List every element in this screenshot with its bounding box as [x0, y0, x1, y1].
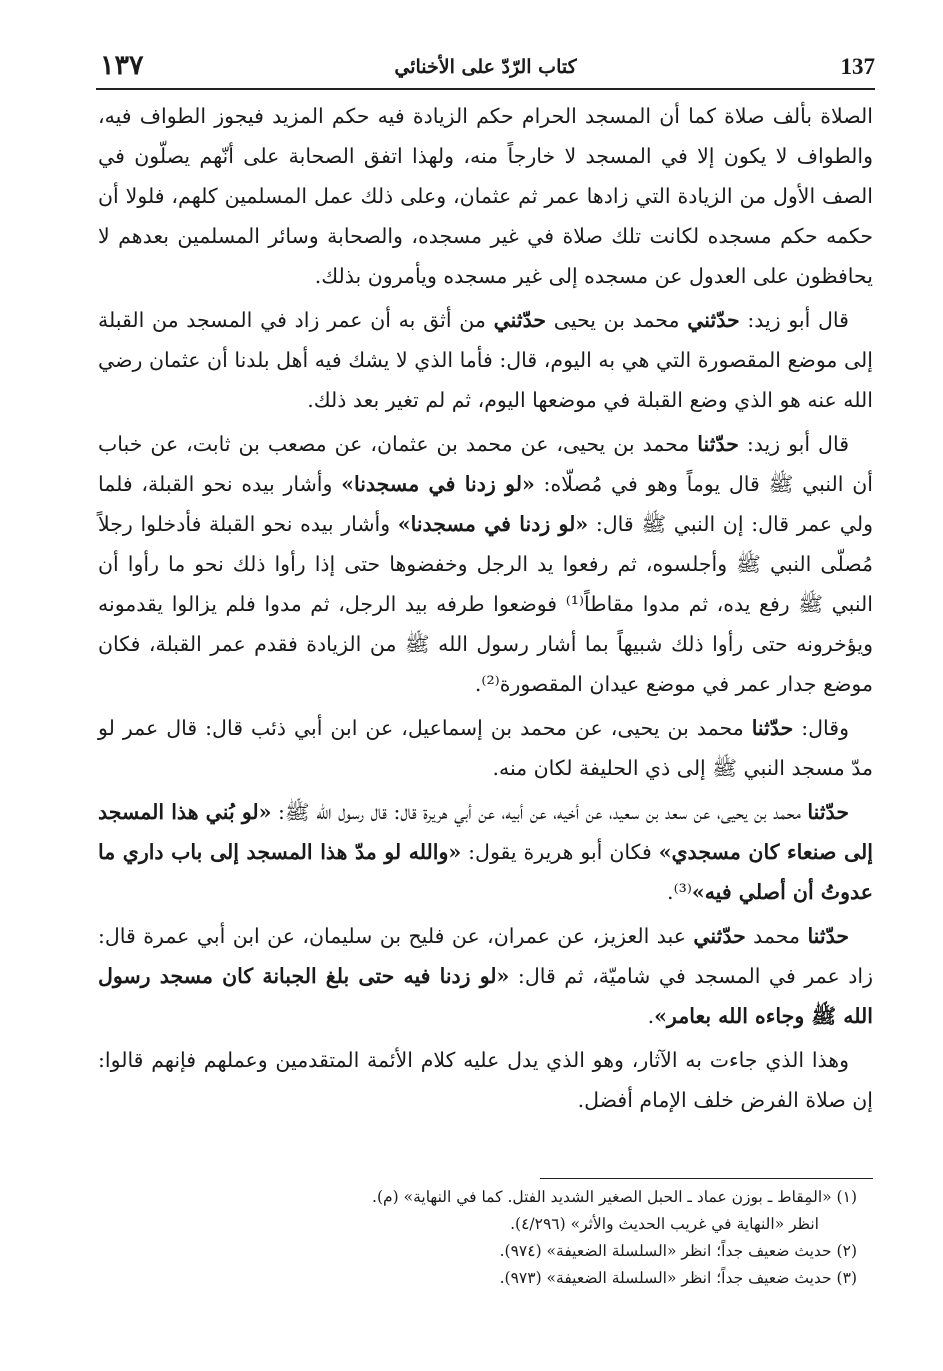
bold-text: «لو زدنا في مسجدنا» [341, 472, 535, 496]
bold-text: «لو زدنا فيه حتى بلغ الجبانة كان مسجد رسول الله ﷺ وجاءه الله بعامر» [98, 964, 873, 1028]
footnote: (١) «المِقاط ـ بوزن عماد ـ الحبل الصغير الشديد الفتل. كما في النهاية» (م). [372, 1188, 857, 1206]
bold-text: «والله لو مدّ هذا المسجد إلى باب داري ما عدوتُ أن أصلي فيه» [98, 840, 873, 904]
paragraph [98, 300, 873, 420]
paragraph [98, 96, 873, 296]
text-segment: . [647, 1004, 655, 1028]
bold-text: «لو بُني هذا المسجد إلى صنعاء كان مسجدي» [98, 800, 873, 864]
text-segment: قال أبو زيد: [739, 308, 849, 332]
footnote: (٣) حديث ضعيف جداً؛ انظر «السلسلة الضعيفة» (٩٧٣). [499, 1269, 857, 1287]
text-segment: عبد العزيز، عن عمران، عن فليح بن سليمان، عن ابن أبي عمرة قال: زاد عمر في المسجد في شاميّة، ثم قال: [98, 924, 873, 988]
text-segment: وأشار بيده نحو القبلة، فلما ولي عمر قال: إن النبي ﷺ قال: [98, 472, 873, 536]
footnotes [98, 1184, 857, 1292]
bold-text: حدّثنا [807, 800, 849, 824]
text-segment: قال أبو زيد: [738, 432, 849, 456]
header-divider [96, 88, 875, 90]
footnote: (٢) حديث ضعيف جداً؛ انظر «السلسلة الضعيفة» (٩٧٤). [499, 1242, 857, 1260]
paragraph [98, 424, 873, 704]
text-segment: الصلاة بألف صلاة كما أن المسجد الحرام حكم الزيادة فيه حكم المزيد فيجوز الطواف فيه، والطواف لا يكون إلا في المسجد لا خارجاً منه، ولهذا اتفق الصحابة على أنّهم يصلّون في الصف الأول من الزيادة التي زادها عمر ثم عثمان، وعلى ذلك عمل المسلمين كلهم، فلولا أن حكمه حكم مسجده لكانت تلك صلاة في غير مسجده، والصحابة وسائر المسلمين بعدهم لا يحافظون على العدول عن مسجده إلى غير مسجده ويأمرون بذلك. [98, 104, 873, 288]
bold-text: حدّثنا [751, 716, 794, 740]
footnote: انظر «النهاية في غريب الحديث والأثر» (٤/٢٩٦). [510, 1215, 819, 1233]
running-title: كتاب الرّدّ على الأخنائي [394, 56, 577, 78]
page-number-arabic: ١٣٧ [100, 50, 144, 81]
text-segment: محمد بن يحيى، عن محمد بن إسماعيل، عن ابن أبي ذئب قال: قال عمر لو مدّ مسجد النبي ﷺ إلى ذي الحليفة لكان منه. [98, 716, 873, 780]
paragraph [98, 916, 873, 1036]
bold-text: حدّثني [687, 308, 740, 332]
text-segment: محمد [745, 924, 808, 948]
text-segment: وقال: [793, 716, 850, 740]
text-segment: محمد بن يحيى، عن محمد بن عثمان، عن مصعب بن ثابت، عن خباب أن النبي ﷺ قال يوماً وهو في مُصلّاه: [98, 432, 873, 496]
bold-text: حدّثني [493, 308, 547, 332]
text-segment: محمد بن يحيى، عن سعد بن سعيد، عن أخيه، عن أبيه، عن أبي هريرة قال: قال رسول الله ﷺ: [271, 800, 808, 824]
paragraph [98, 1040, 873, 1120]
paragraph [98, 792, 873, 912]
bold-text: حدّثني [693, 924, 746, 948]
bold-text: حدّثنا [807, 924, 850, 948]
footnote-divider [540, 1178, 873, 1179]
text-segment: فكان أبو هريرة يقول: [461, 840, 659, 864]
text-segment: وأشار بيده نحو القبلة فأدخلوا رجلاً مُصلّى النبي ﷺ وأجلسوه، ثم رفعوا يد الرجل وخفضوها حتى إذا رأوا ذلك نحو ما رأوا أن النبي ﷺ رفع يده، ثم مدوا مقاطاً⁽¹⁾ فوضعوا طرفه بيد الرجل، ثم مدوا فلم يزالوا يقدمونه ويؤخرونه حتى رأوا ذلك شبيهاً بما أشار رسول الله ﷺ من الزيادة فقدم عمر القبلة، فكان موضع جدار عمر في موضع عيدان المقصورة⁽²⁾. [98, 512, 873, 696]
text-segment: ⁽³⁾. [667, 880, 692, 904]
text-segment: من أثق به أن عمر زاد في المسجد من القبلة إلى موضع المقصورة التي هي به اليوم، قال: فأما الذي لا يشك فيه أهل بلدنا أن عثمان رضي الله عنه هو الذي وضع القبلة في موضعها اليوم، ثم لم تغير بعد ذلك. [98, 308, 873, 412]
page-header [96, 48, 875, 88]
body-text [98, 96, 873, 1124]
bold-text: حدّثنا [697, 432, 739, 456]
paragraph [98, 708, 873, 788]
page-number-latin: 137 [840, 54, 875, 79]
bold-text: «لو زدنا في مسجدنا» [397, 512, 589, 536]
text-segment: محمد بن يحيى [546, 308, 688, 332]
text-segment: وهذا الذي جاءت به الآثار، وهو الذي يدل عليه كلام الأئمة المتقدمين وعملهم فإنهم قالوا: إن صلاة الفرض خلف الإمام أفضل. [98, 1048, 873, 1112]
